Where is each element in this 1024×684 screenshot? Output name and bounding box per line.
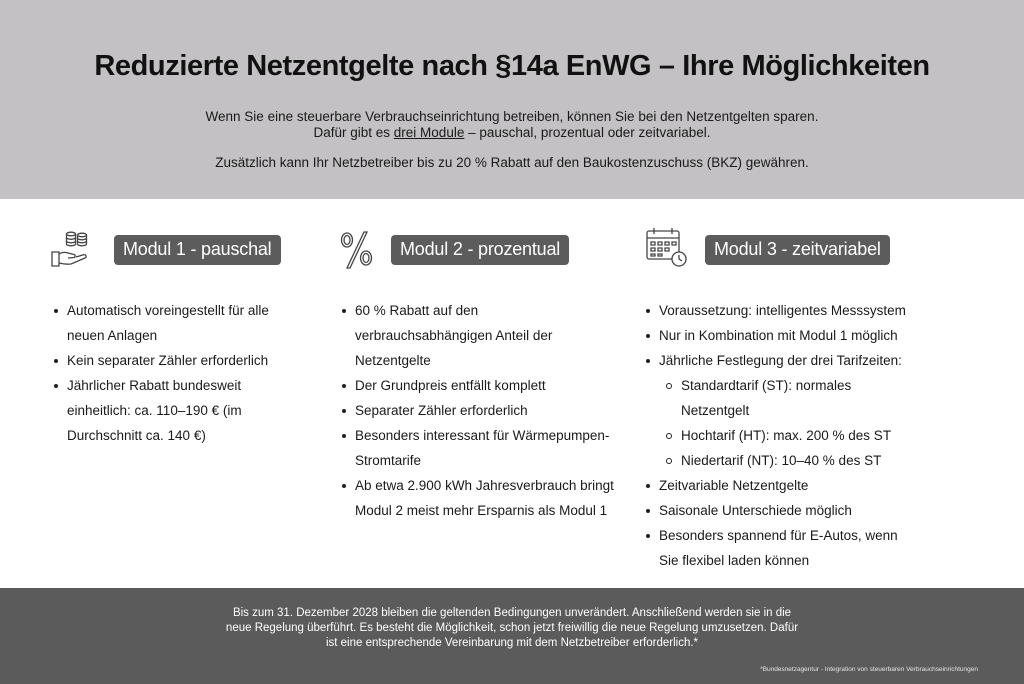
list-item: Separater Zähler erforderlich [338, 398, 648, 423]
footer-banner [0, 588, 1024, 684]
module-2-title-badge: Modul 2 - prozentual [391, 235, 569, 265]
module-1-list [50, 298, 320, 448]
intro-line-1: Wenn Sie eine steuerbare Verbrauchseinrichtung betreiben, können Sie bei den Netzentgelten sparen. [205, 109, 819, 124]
list-item: Jährliche Festlegung der drei Tarifzeiten: [642, 348, 982, 373]
bkz-note: Zusätzlich kann Ihr Netzbetreiber bis zu 20 % Rabatt auf den Baukostenzuschuss (BKZ) gewähren. [215, 155, 809, 170]
list-item: Hochtarif (HT): max. 200 % des ST [642, 423, 982, 448]
coins-hand-icon [50, 226, 96, 273]
list-item: Nur in Kombination mit Modul 1 möglich [642, 323, 982, 348]
list-item: Saisonale Unterschiede möglich [642, 498, 982, 523]
list-item: Netzentgelte [355, 353, 431, 368]
list-item: Automatisch voreingestellt für alle [50, 298, 320, 323]
module-1-header [50, 226, 320, 278]
module-3-list [642, 298, 982, 573]
list-item: Durchschnitt ca. 140 €) [67, 428, 206, 443]
list-item: Voraussetzung: intelligentes Messsystem [642, 298, 982, 323]
header-banner [0, 0, 1024, 199]
percent-icon [338, 226, 376, 275]
list-item: Besonders interessant für Wärmepumpen- [338, 423, 648, 448]
module-2-column [338, 226, 648, 523]
list-item: Kein separater Zähler erforderlich [50, 348, 320, 373]
page-title: Reduzierte Netzentgelte nach §14a EnWG – Ihre Möglichkeiten [94, 50, 930, 82]
intro-line-2-pre: Dafür gibt es [313, 125, 394, 140]
module-1-column [50, 226, 320, 448]
footer-text [0, 606, 1024, 651]
module-1-title-badge: Modul 1 - pauschal [114, 235, 281, 265]
calendar-clock-icon [645, 226, 689, 273]
list-item: Niedertarif (NT): 10–40 % des ST [642, 448, 982, 473]
list-item: Zeitvariable Netzentgelte [642, 473, 982, 498]
list-item: Stromtarife [355, 453, 422, 468]
list-item: Modul 2 meist mehr Ersparnis als Modul 1 [355, 503, 608, 518]
list-item: einheitlich: ca. 110–190 € (im [67, 403, 242, 418]
module-3-column [642, 226, 982, 573]
intro-text [0, 109, 1024, 141]
footer-line-2: neue Regelung überführt. Es besteht die Möglichkeit, schon jetzt freiwillig die neue Regelung umzusetzen. Dafür [225, 622, 799, 634]
module-2-header [338, 226, 648, 278]
list-item: Besonders spannend für E-Autos, wenn [642, 523, 982, 548]
module-3-header [642, 226, 982, 278]
footer-line-3: ist eine entsprechende Vereinbarung mit dem Netzbetreiber erforderlich.* [325, 637, 699, 649]
drei-module-link[interactable]: drei Module [393, 125, 465, 140]
list-item: Der Grundpreis entfällt komplett [338, 373, 648, 398]
list-item: Ab etwa 2.900 kWh Jahresverbrauch bringt [338, 473, 648, 498]
source-footnote: *Bundesnetzagentur - Integration von steuerbaren Verbrauchseinrichtungen [760, 666, 978, 673]
list-item: Standardtarif (ST): normales [642, 373, 982, 398]
intro-line-2 [0, 125, 1024, 141]
list-item: Jährlicher Rabatt bundesweit [50, 373, 320, 398]
list-item: Sie flexibel laden können [659, 553, 810, 568]
list-item: verbrauchsabhängigen Anteil der [355, 328, 553, 343]
module-3-title-badge: Modul 3 - zeitvariabel [705, 235, 890, 265]
footer-line-1: Bis zum 31. Dezember 2028 bleiben die geltenden Bedingungen unverändert. Anschließend werden sie in die [232, 607, 792, 619]
intro-line-2-post: – pauschal, prozentual oder zeitvariabel. [464, 125, 711, 140]
module-2-list [338, 298, 648, 523]
list-item: 60 % Rabatt auf den [338, 298, 648, 323]
list-item: neuen Anlagen [67, 328, 158, 343]
list-item: Netzentgelt [681, 403, 750, 418]
